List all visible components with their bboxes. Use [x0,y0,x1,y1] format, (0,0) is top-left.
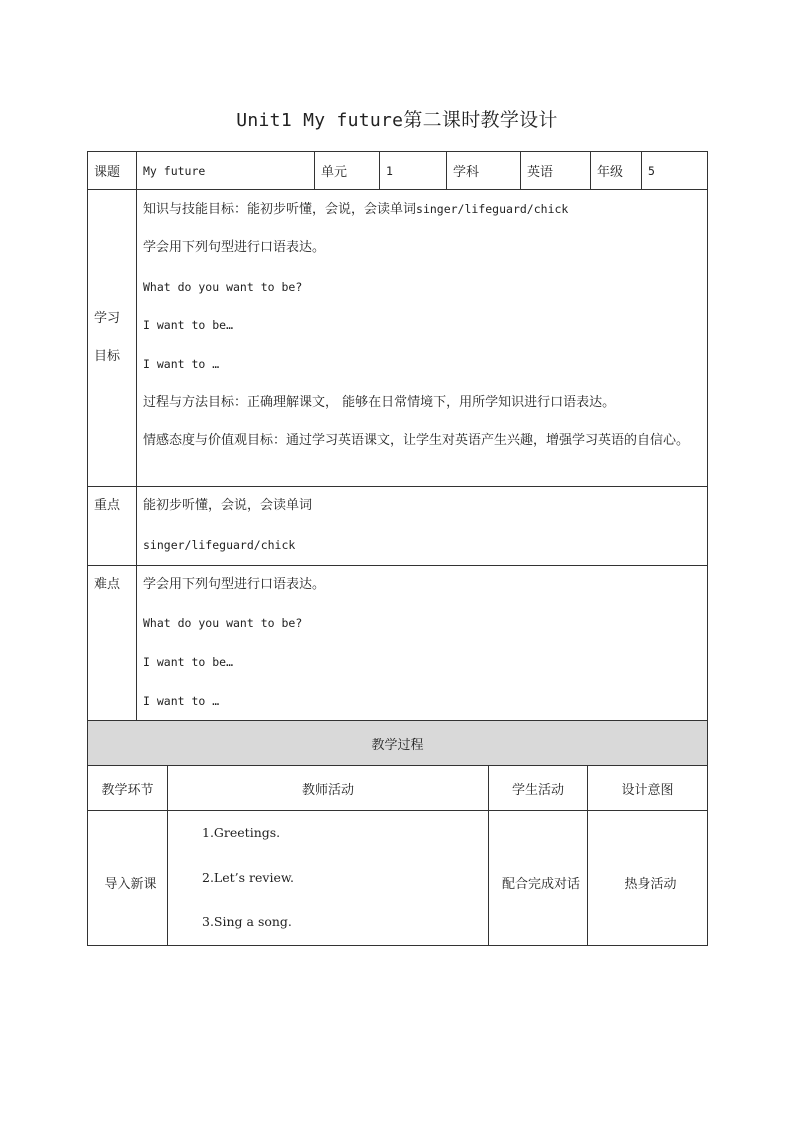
difficulties-line-1: 学会用下列句型进行口语表达。 [143,576,326,592]
lesson-info-table [87,151,708,722]
objectives-content [137,190,708,487]
objective-line-5: I want to … [143,357,220,372]
subject-value: 英语 [521,152,591,190]
objectives-label-line2: 目标 [94,349,121,364]
topic-label: 课题 [88,152,137,190]
objective-vocabulary: singer/lifeguard/chick [416,202,569,216]
title-english: Unit1 My future [236,110,404,131]
table-row [88,811,708,946]
objective-line-1 [143,190,701,229]
objectives-label [88,190,137,487]
process-header-row [88,766,708,811]
key-points-row [88,487,708,566]
difficulties-content [137,565,708,721]
stage-cell: 导入新课 [88,811,168,946]
objective-line-4: I want to be… [143,318,234,333]
unit-value: 1 [380,152,447,190]
difficulties-label-text: 难点 [94,576,121,592]
intent-column-header: 设计意图 [588,766,708,811]
student-column-header: 学生活动 [489,766,588,811]
objective-knowledge-text: 知识与技能目标：能初步听懂，会说，会读单词 [143,202,417,217]
objective-line-6: 过程与方法目标：正确理解课文， 能够在日常情境下，用所学知识进行口语表达。 [143,394,616,410]
header-row [88,152,708,190]
unit-label: 单元 [315,152,380,190]
stage-column-header: 教学环节 [88,766,168,811]
objective-line-2: 学会用下列句型进行口语表达。 [143,239,326,255]
title-chinese: 第二课时教学设计 [403,109,558,131]
objective-line-7: 情感态度与价值观目标：通过学习英语课文，让学生对英语产生兴趣，增强学习英语的自信心。 [143,432,690,448]
key-points-label-text: 重点 [94,498,121,513]
student-activity-cell: 配合完成对话 [489,811,588,946]
objectives-label-line1: 学习 [94,311,121,326]
teacher-activities-cell [168,811,489,946]
grade-value: 5 [642,152,708,190]
topic-value: My future [137,152,315,190]
difficulties-line-3: I want to be… [143,655,234,670]
subject-label: 学科 [447,152,521,190]
teacher-column-header: 教师活动 [168,766,489,811]
teacher-step-1: 1.Greetings. [202,825,281,840]
teaching-process-table [87,720,708,946]
page-title [0,105,794,132]
objective-line-3: What do you want to be? [143,279,303,294]
teacher-step-2: 2.Let’s review. [202,869,295,885]
design-intent-cell: 热身活动 [588,811,708,946]
teacher-step-3: 3.Sing a song. [202,914,292,930]
key-points-line-2: singer/lifeguard/chick [143,537,296,552]
difficulties-line-4: I want to … [143,693,220,708]
process-title-row [88,721,708,766]
difficulties-row [88,565,708,721]
difficulties-label [88,565,137,721]
difficulties-line-2: What do you want to be? [143,616,303,631]
key-points-content [137,487,708,566]
key-points-label [88,487,137,566]
process-title: 教学过程 [88,721,708,766]
objectives-row [88,190,708,487]
key-points-line-1: 能初步听懂，会说，会读单词 [143,498,313,513]
grade-label: 年级 [591,152,642,190]
